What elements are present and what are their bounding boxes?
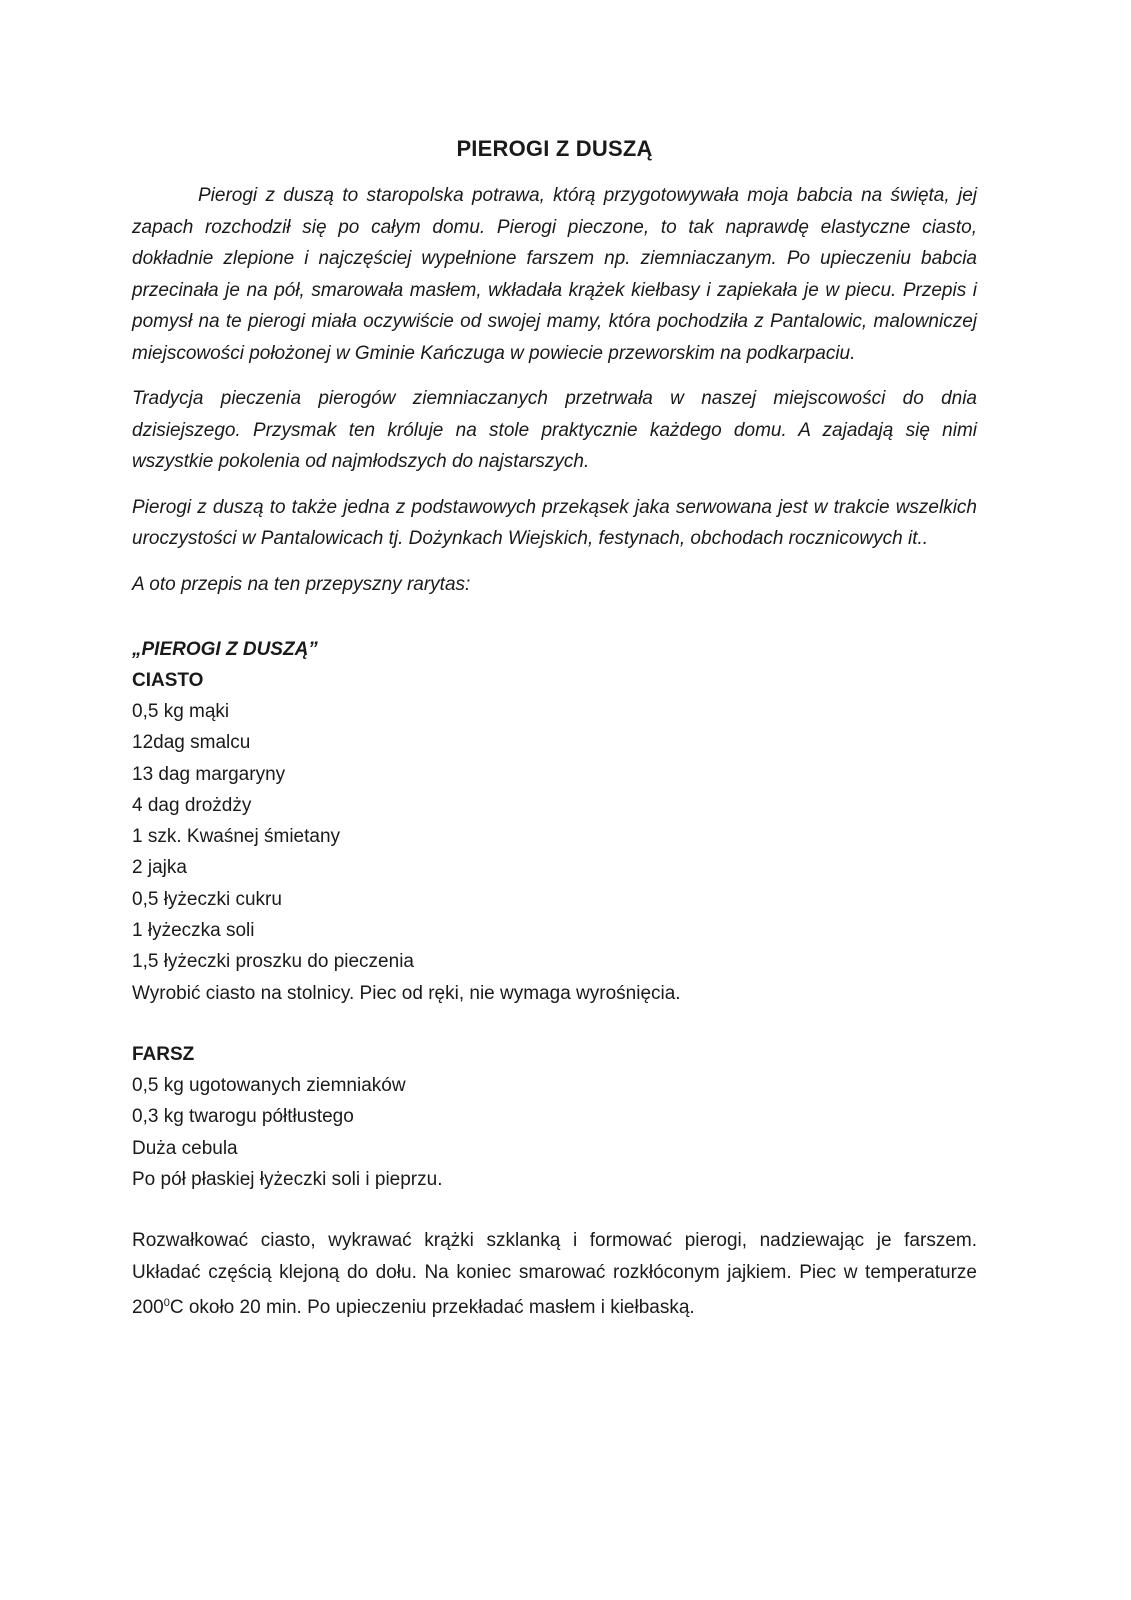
ingredient-item: 0,5 kg mąki	[132, 701, 230, 722]
ingredient-item: 13 dag margaryny	[132, 763, 286, 785]
degree-superscript: 0	[163, 1297, 170, 1310]
intro-paragraph-1: Pierogi z duszą to staropolska potrawa, którą przygotowywała moja babcia na święta, jej zapach rozchodził się po całym domu. Pierogi pieczone, to tak naprawdę elastyczne ciasto, dokładnie zlepione i najczęściej wypełnione farszem np. ziemniaczanym. Po upieczeniu babcia przecinała je na pół, smarowała masłem, wkładała krążek kiełbasy i zapiekała je w piecu. Przepis i pomysł na te pierogi miała oczywiście od swojej mamy, która pochodziła z Pantalowic, malowniczej miejscowości położonej w Gminie Kańczuga w powiecie przeworskim na podkarpaciu.	[132, 185, 977, 364]
filling-ingredient-list	[132, 1070, 977, 1195]
dough-note: Wyrobić ciasto na stolnicy. Piec od ręki, nie wymaga wyrośnięcia.	[132, 982, 681, 1004]
ingredient-item: 0,3 kg twarogu półtłustego	[132, 1106, 354, 1128]
ingredient-item: 2 jajka	[132, 857, 187, 879]
intro-paragraph-3: Pierogi z duszą to także jedna z podstawowych przekąsek jaka serwowana jest w trakcie wszelkich uroczystości w Pantalowicach tj. Dożynkach Wiejskich, festynach, obchodach rocznicowych it..	[132, 496, 977, 549]
page-title: PIEROGI Z DUSZĄ	[456, 136, 653, 161]
document-page	[132, 120, 977, 1324]
ingredient-item: 4 dag drożdży	[132, 794, 252, 816]
dough-heading: CIASTO	[132, 670, 204, 691]
ingredient-item: 1 szk. Kwaśnej śmietany	[132, 826, 341, 848]
dough-ingredient-list	[132, 696, 977, 978]
filling-heading: FARSZ	[132, 1043, 195, 1065]
ingredient-item: 1,5 łyżeczki proszku do pieczenia	[132, 951, 414, 973]
spacer	[132, 614, 977, 634]
ingredient-item: 1 łyżeczka soli	[132, 920, 255, 942]
spacer	[132, 1009, 977, 1039]
ingredient-item: 0,5 kg ugotowanych ziemniaków	[132, 1074, 406, 1096]
intro-paragraph-2: Tradycja pieczenia pierogów ziemniaczanych przetrwała w naszej miejscowości do dnia dzisiejszego. Przysmak ten króluje na stole praktycznie każdego domu. A zajadają się nimi wszystkie pokolenia od najmłodszych do najstarszych.	[132, 388, 977, 472]
baking-instructions	[132, 1225, 977, 1324]
spacer	[132, 1195, 977, 1225]
instructions-text-after: C około 20 min. Po upieczeniu przekładać masłem i kiełbaską.	[169, 1297, 695, 1319]
ingredient-item: Duża cebula	[132, 1137, 238, 1159]
intro-paragraph-4: A oto przepis na ten przepyszny rarytas:	[132, 573, 471, 595]
instructions-text-before: Rozwałkować ciasto, wykrawać krążki szklanką i formować pierogi, nadziewając je farszem. Układać częścią klejoną do dołu. Na koniec smarować rozkłóconym jajkiem. Piec w temperaturze 200	[132, 1230, 977, 1319]
ingredient-item: 12dag smalcu	[132, 732, 251, 754]
ingredient-item: Po pół płaskiej łyżeczki soli i pieprzu.	[132, 1168, 443, 1190]
recipe-title: „PIEROGI Z DUSZĄ”	[132, 639, 318, 660]
ingredient-item: 0,5 łyżeczki cukru	[132, 888, 282, 910]
